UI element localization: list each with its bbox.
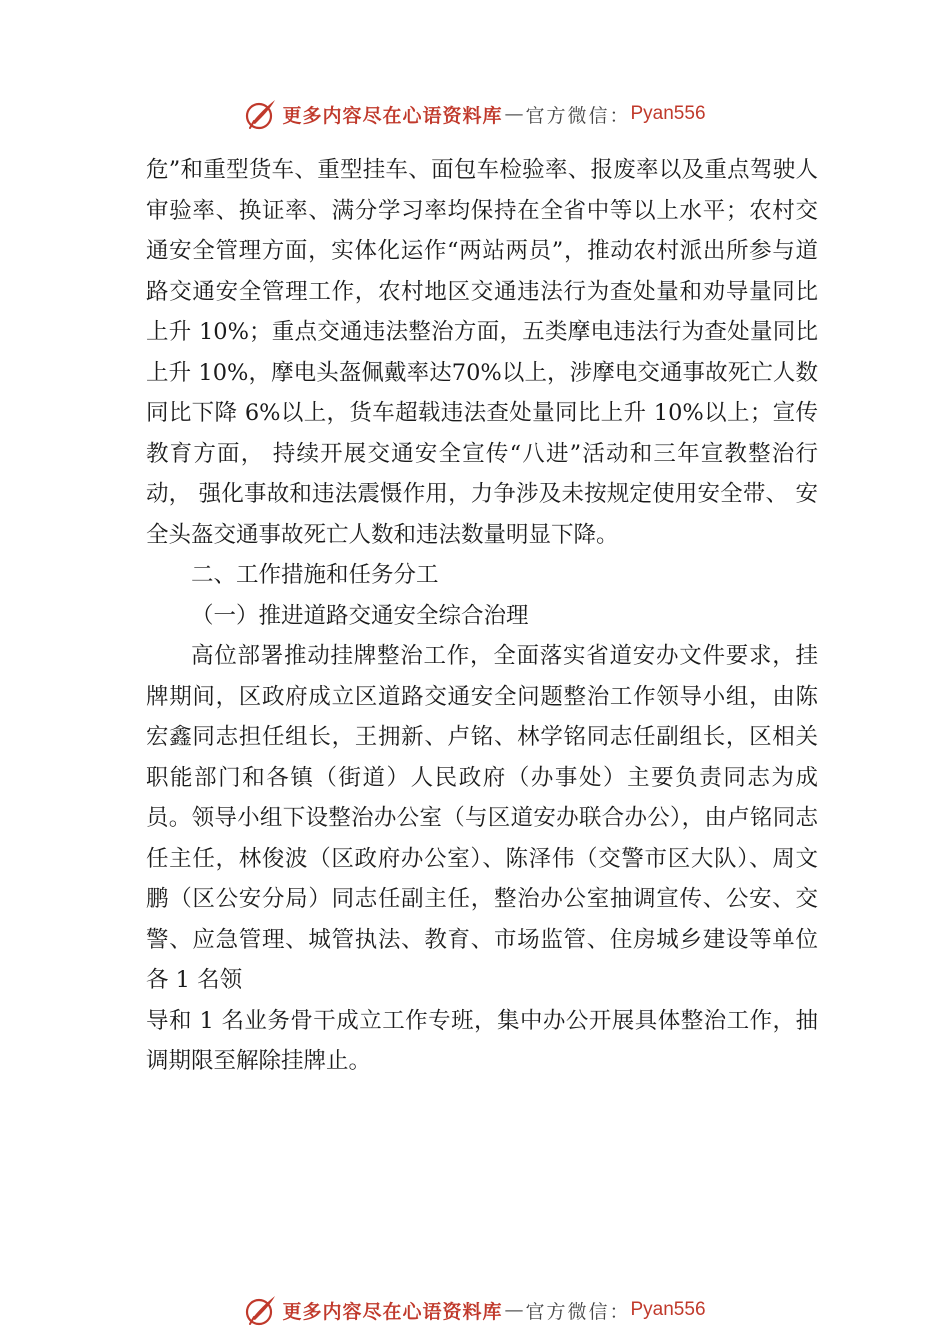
paragraph-continuation-2: 导和 1 名业务骨干成立工作专班，集中办公开展具体整治工作，抽调期限至解除挂牌止。 [146,1007,818,1074]
footer-site-text: 更多内容尽在心语资料库 [282,1300,503,1323]
banner-site-text: 更多内容尽在心语资料库 [282,104,503,127]
paragraph: 高位部署推动挂牌整治工作，全面落实省道安办文件要求，挂牌期间，区政府成立区道路交通安全问题整治工作领导小组，由陈宏鑫同志担任组长，王拥新、卢铭、林学铭同志任副组长，区相关职能部门和各镇（街道）人民政府（办事处）主要负责同志为成员。领导小组下设整治办公室（与区道安办联合办公），由卢铭同志任主任，林俊波（区政府办公室）、陈泽伟（交警市区大队）、周文鹏（区公安分局）同志任副主任，整治办公室抽调宣传、公安、交警、应急管理、城管执法、教育、市场监管、住房城乡建设等单位各 1 名领 [146,643,818,993]
footer-dash: — [504,1299,524,1321]
section-heading: 二、工作措施和任务分工 [191,562,439,588]
paragraph-continuation: 危”和重型货车、重型挂车、面包车检验率、报废率以及重点驾驶人审验率、换证率、满分学习率均保持在全省中等以上水平；农村交通安全管理方面，实体化运作“两站两员”，推动农村派出所参与道路交通安全管理工作，农村地区交通违法行为查处量和劝导量同比上升 10%；重点交通违法整治方面，五类摩电违法行为查处量同比上升 10%，摩电头盔佩戴率达70%以上，涉摩电交通事故死亡人数同比下降 6%以上，货车超载违法查处量同比上升 10%以上；宣传教育方面， 持续开展交通安全宣传“八进”活动和三年宣教整治行动， 强化事故和违法震慑作用，力争涉及未按规定使用安全带、 安全头盔交通事故死亡人数和违法数量明显下降。 [146,157,818,548]
footer-banner [0,1290,950,1330]
footer-wechat-id: Pyan556 [630,1299,706,1320]
banner-wechat-label: 官方微信： [525,104,631,127]
subsection-heading: （一）推进道路交通安全综合治理 [191,602,529,629]
banner-wechat-id: Pyan556 [630,103,706,124]
document-body [146,150,818,1082]
footer-wechat-label: 官方微信： [525,1300,631,1323]
pen-quill-logo-icon [244,1293,278,1327]
banner-dash: — [504,103,524,125]
header-banner [0,94,950,134]
pen-quill-logo-icon [244,97,278,131]
